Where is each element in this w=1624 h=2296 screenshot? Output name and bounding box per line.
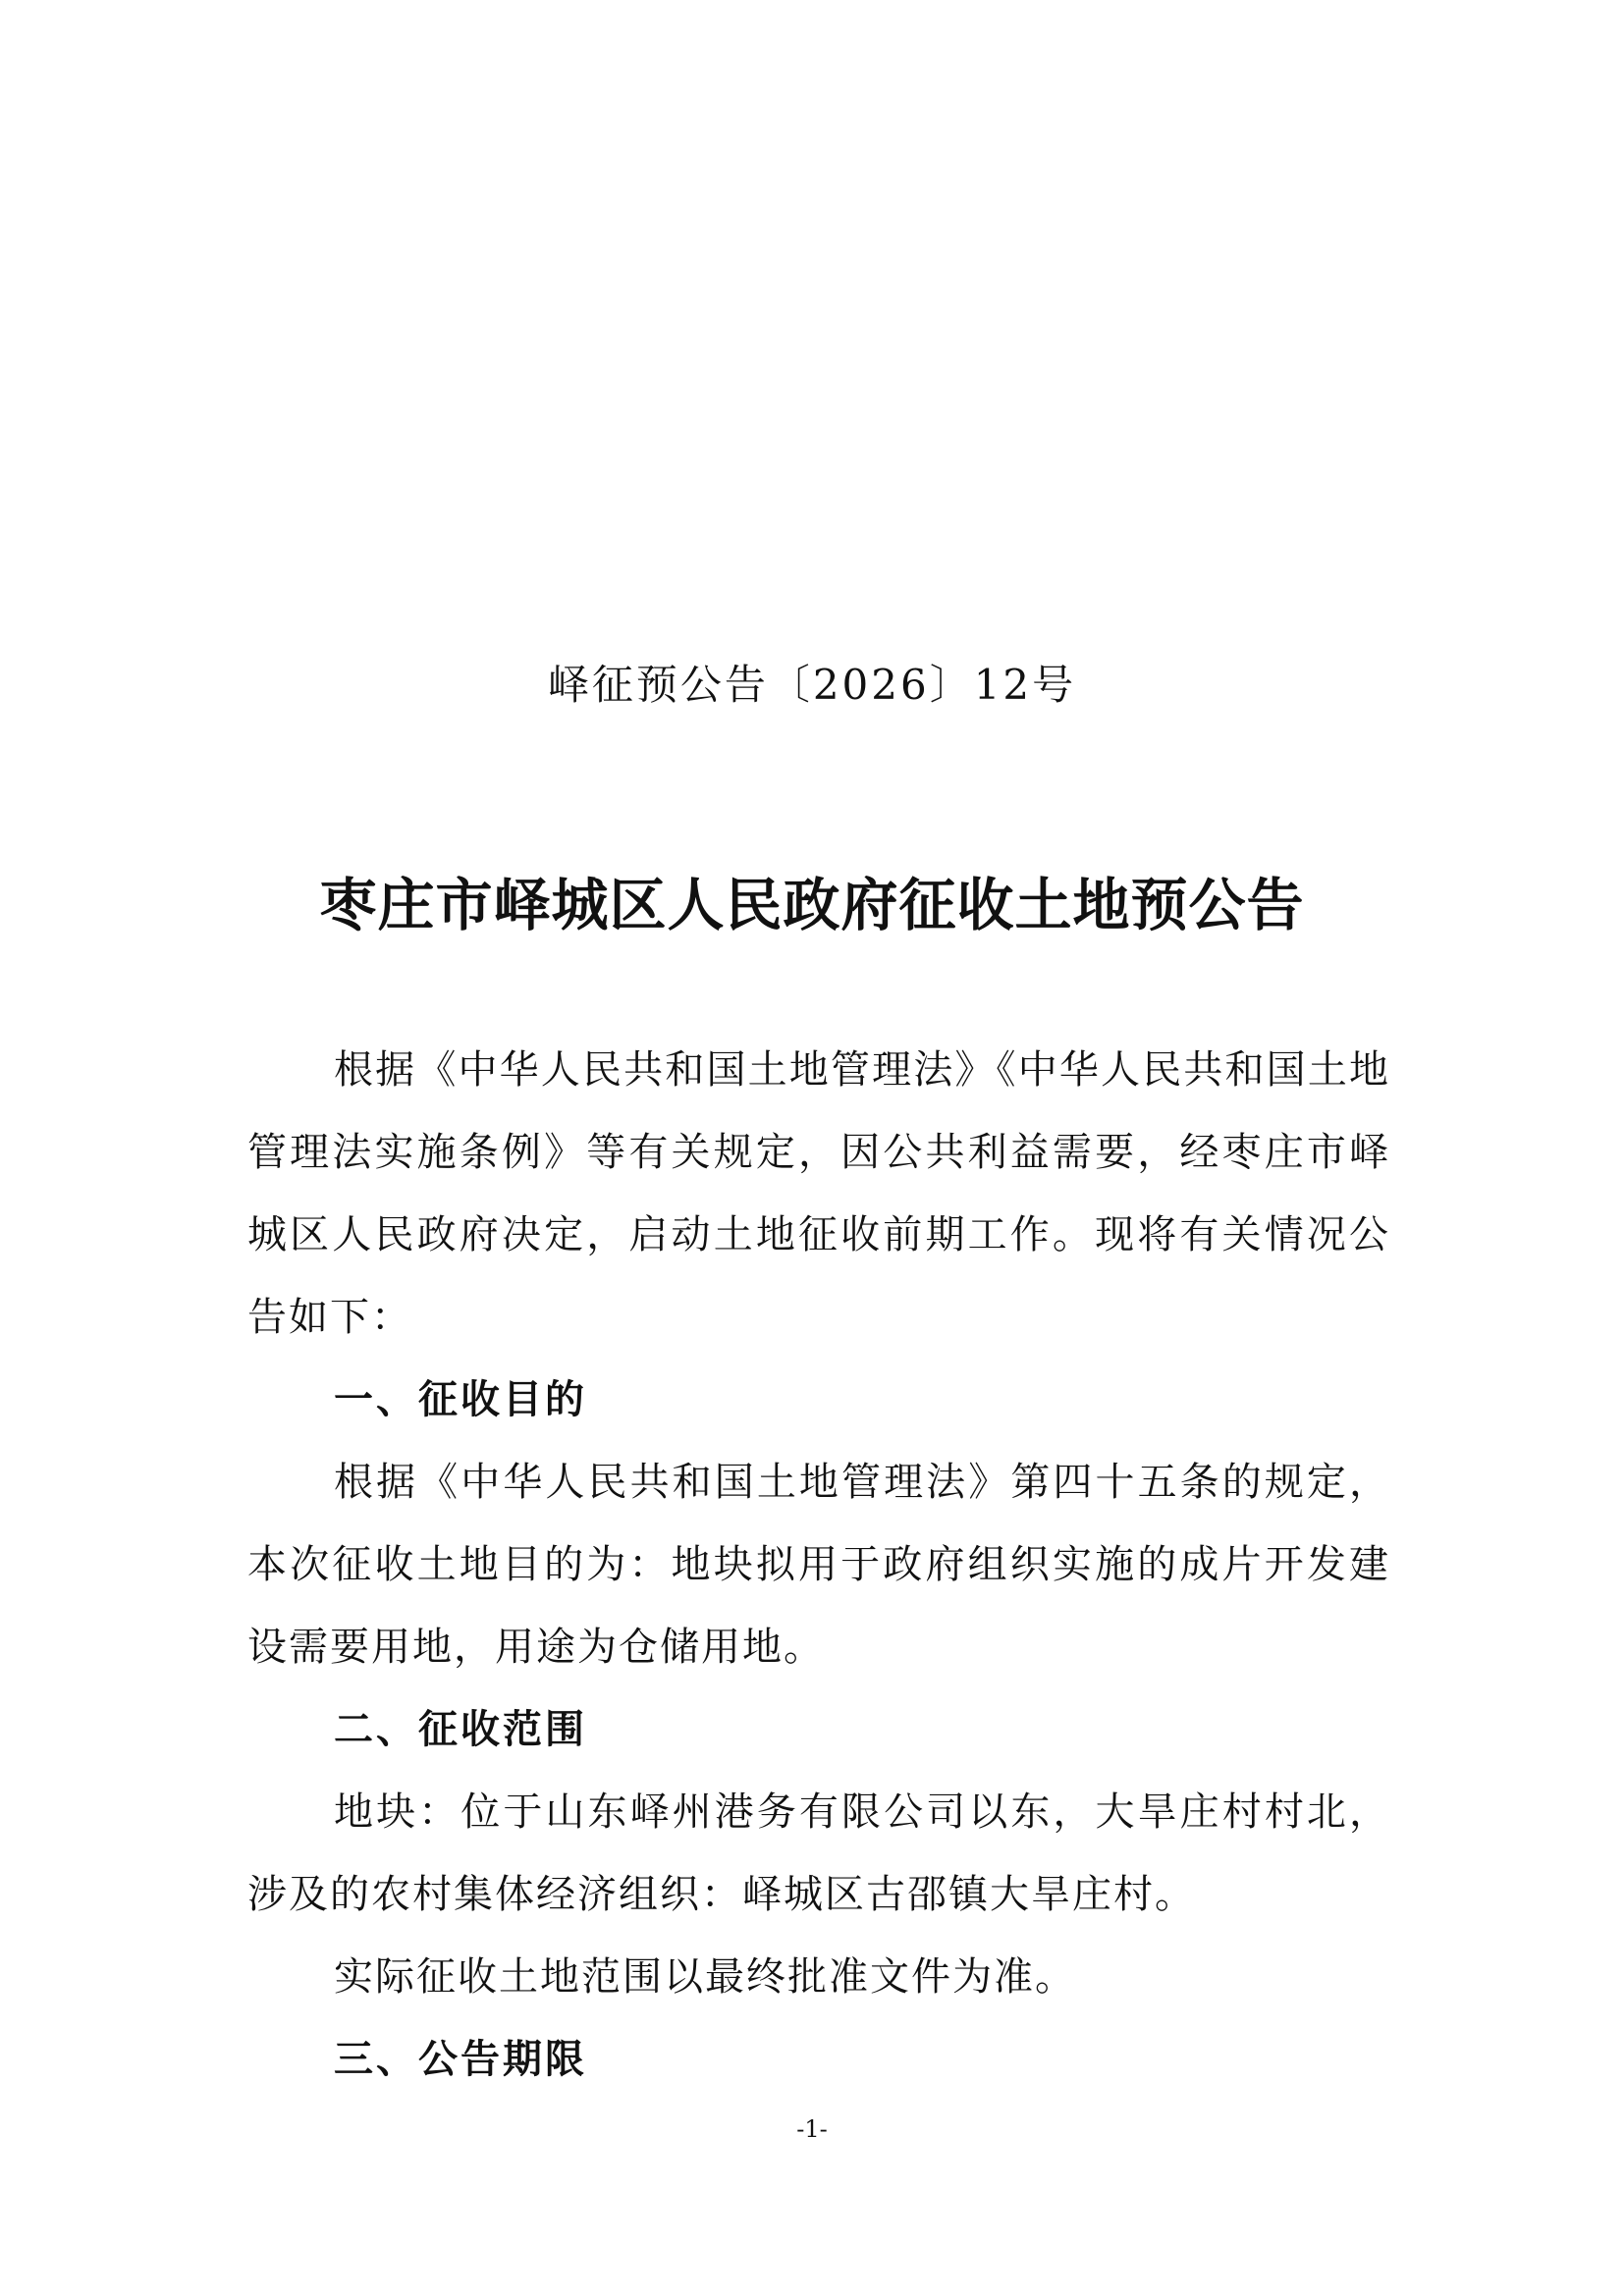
page-number: -1- <box>796 2115 828 2143</box>
section-heading-scope: 二、征收范围 <box>334 1707 587 1752</box>
scope-note-paragraph: 实际征收土地范围以最终批准文件为准。 <box>334 1954 1076 2000</box>
scope-paragraph: 地块：位于山东峄州港务有限公司以东，大旱庄村村北，涉及的农村集体经济组织：峄城区古邵镇大旱庄村。 <box>247 1789 1390 1917</box>
document-title: 枣庄市峄城区人民政府征收土地预公告 <box>319 872 1305 938</box>
purpose-paragraph: 根据《中华人民共和国土地管理法》第四十五条的规定，本次征收土地目的为：地块拟用于政府组织实施的成片开发建设需要用地，用途为仓储用地。 <box>247 1460 1390 1670</box>
section-heading-period: 三、公告期限 <box>334 2037 587 2082</box>
intro-paragraph: 根据《中华人民共和国土地管理法》《中华人民共和国土地管理法实施条例》等有关规定，因公共利益需要，经枣庄市峄城区人民政府决定，启动土地征收前期工作。现将有关情况公告如下： <box>247 1047 1390 1340</box>
section-heading-purpose: 一、征收目的 <box>334 1377 587 1422</box>
document-body <box>247 1029 1390 2101</box>
document-number: 峄征预公告〔2026〕12号 <box>547 661 1077 709</box>
